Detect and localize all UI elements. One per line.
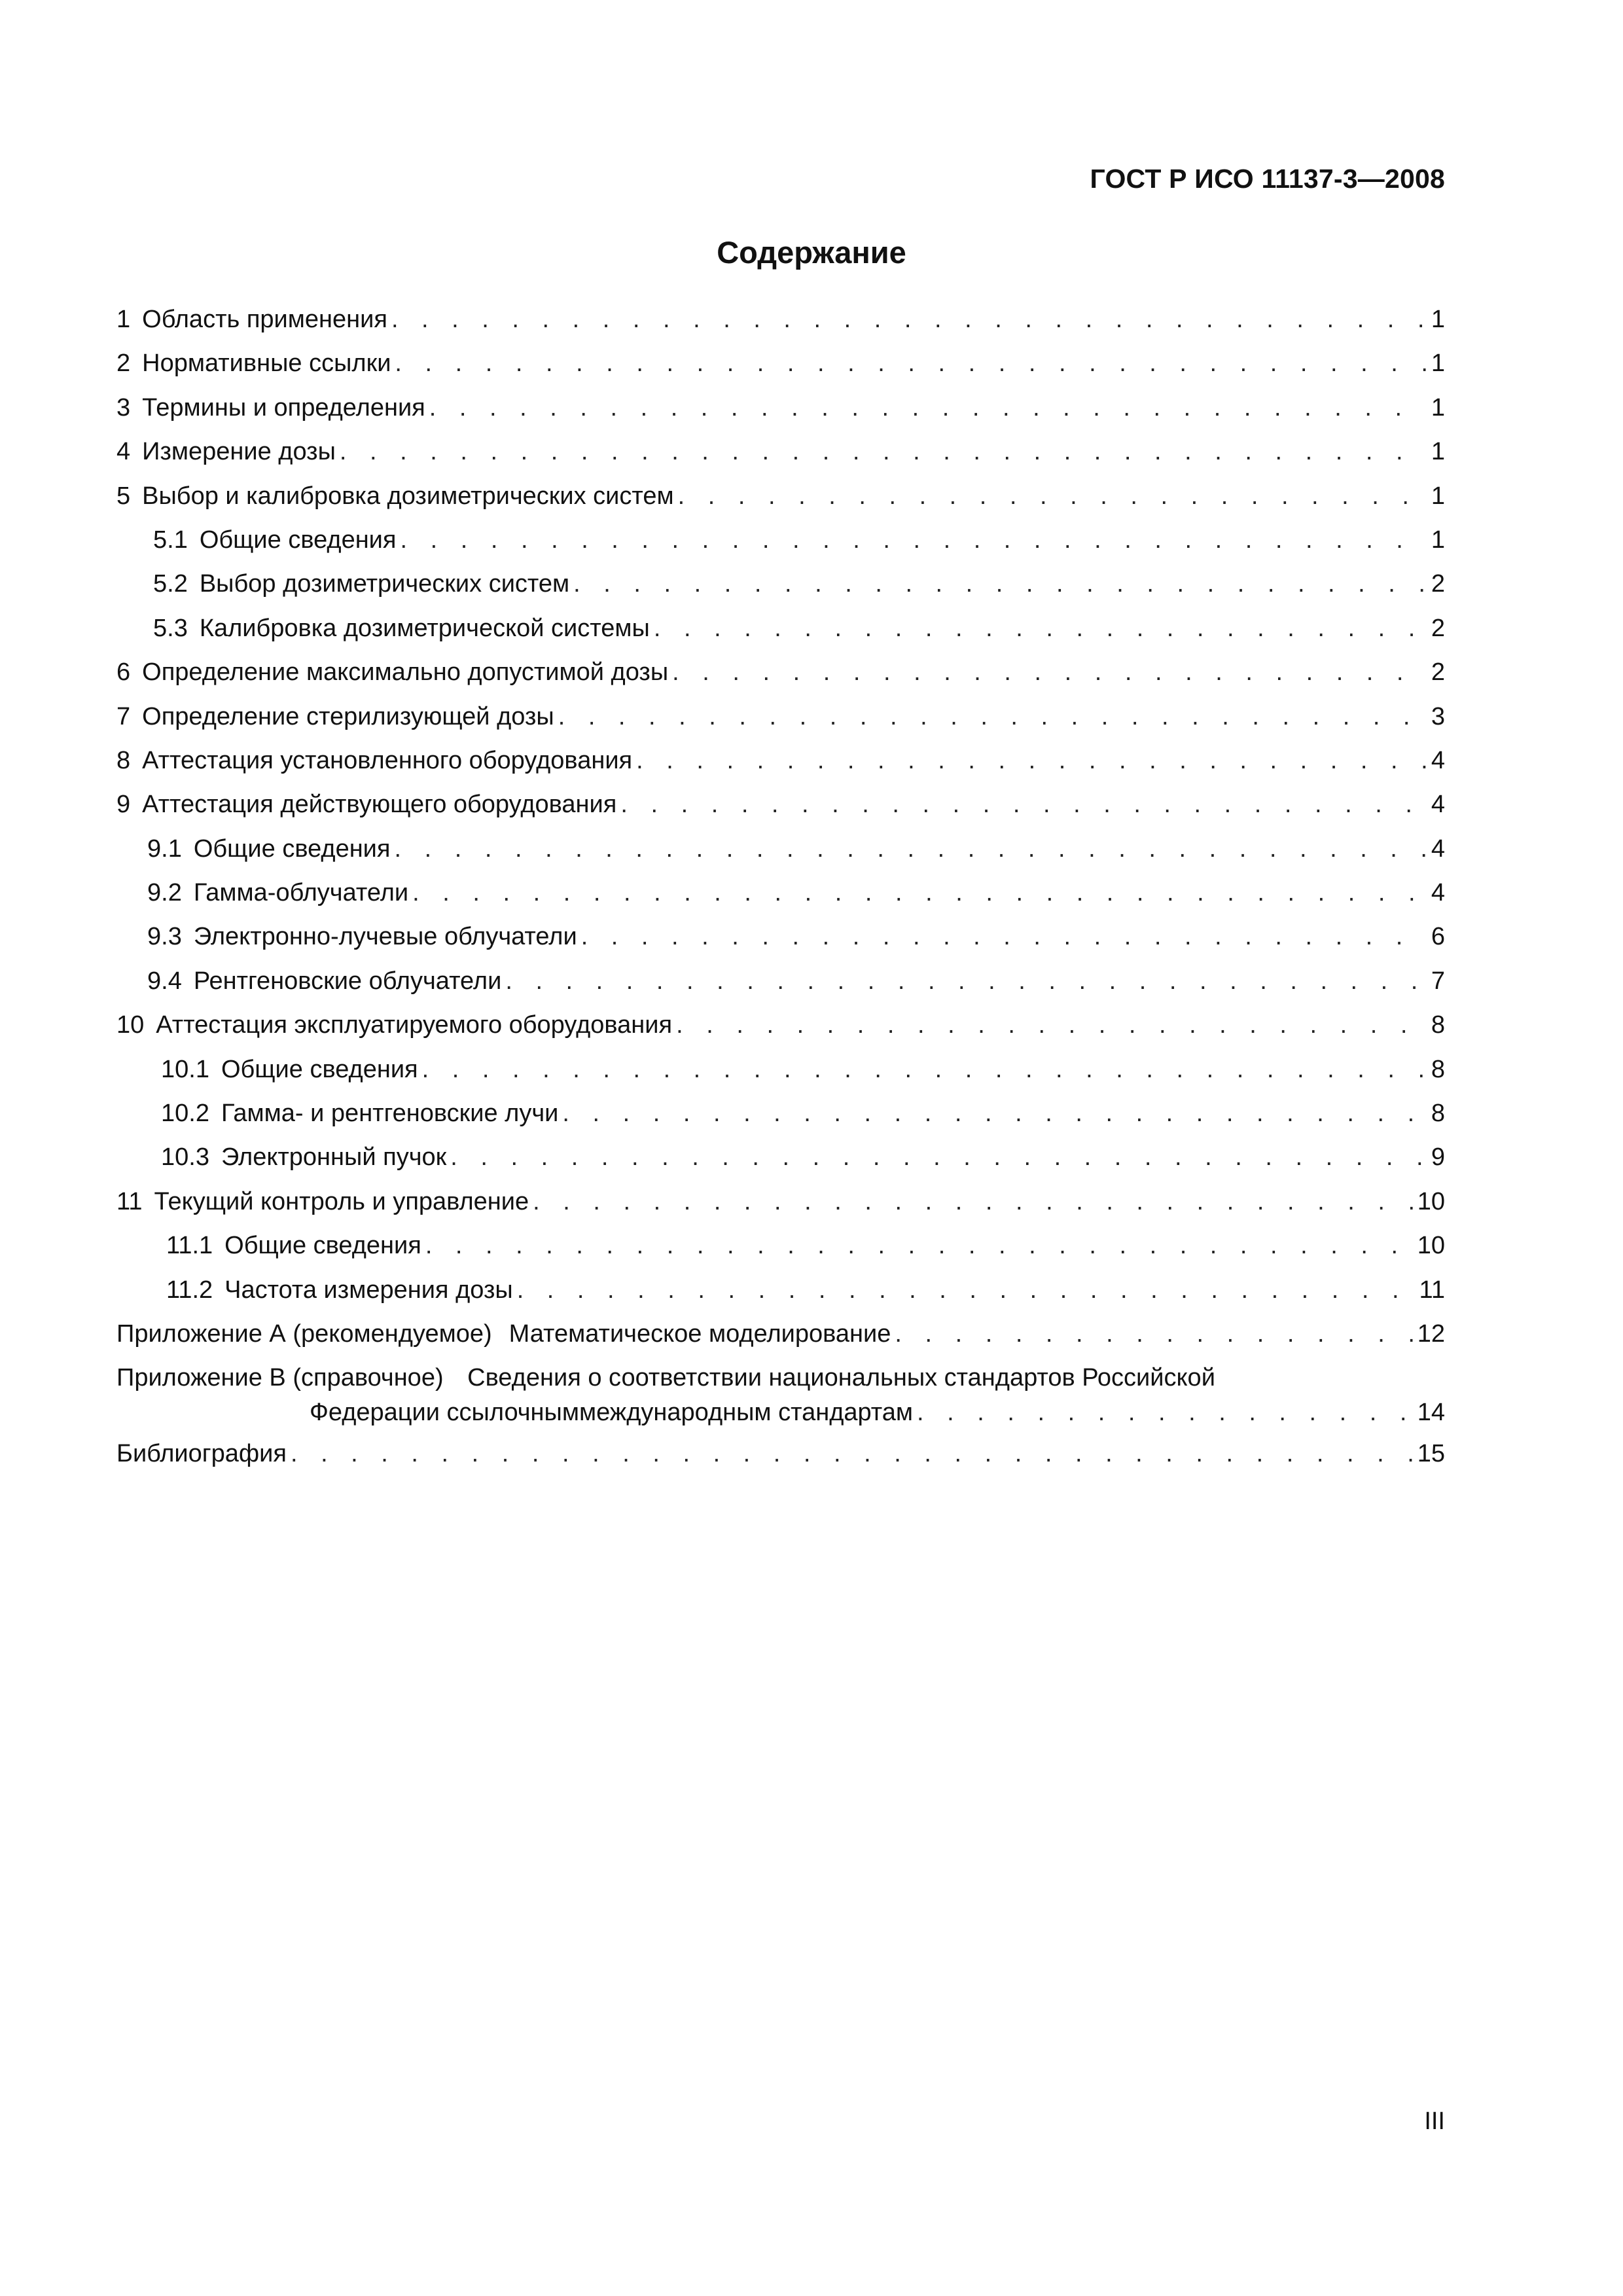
toc-title: Общие сведения (199, 526, 397, 554)
toc-number: 4 (116, 438, 131, 466)
toc-page: 2 (1431, 570, 1445, 598)
toc-page: 12 (1417, 1319, 1445, 1348)
toc-page: 11 (1419, 1276, 1445, 1304)
dot-leader (558, 695, 1427, 739)
toc-title: Общие сведения (224, 1232, 421, 1260)
toc-page: 10 (1417, 1187, 1445, 1215)
toc-title: Электронно-лучевые облучатели (193, 923, 577, 951)
toc-page: 9 (1431, 1143, 1445, 1172)
toc-title: Математическое моделирование (508, 1319, 891, 1348)
toc-title: Общие сведения (221, 1055, 418, 1083)
dot-leader (505, 960, 1427, 1003)
toc-title: Определение максимально допустимой дозы (142, 658, 669, 687)
toc-number: 5.3 (153, 614, 188, 642)
toc-entry-9-2[interactable] (116, 871, 1445, 915)
dot-leader (401, 518, 1427, 562)
dot-leader (422, 1048, 1427, 1092)
toc-entry-9-1[interactable] (116, 827, 1445, 871)
toc-title: Нормативные ссылки (142, 350, 391, 378)
toc-number: 6 (116, 658, 131, 687)
toc-entry-annex-b[interactable] (116, 1356, 1445, 1393)
toc-title: Термины и определения (142, 393, 425, 422)
toc-entry-5-1[interactable] (116, 518, 1445, 562)
toc-title: Аттестация эксплуатируемого оборудования (156, 1011, 673, 1039)
toc-number: 5 (116, 482, 131, 510)
toc-title: Общие сведения (193, 834, 391, 863)
dot-leader (450, 1136, 1427, 1179)
toc-page: 8 (1431, 1011, 1445, 1039)
dot-leader (533, 1180, 1414, 1224)
toc-number: 9 (116, 791, 131, 819)
toc-page: 8 (1431, 1055, 1445, 1083)
toc-title: Сведения о соответствии национальных стандартов Российской (467, 1364, 1215, 1392)
dot-leader (517, 1268, 1416, 1312)
toc-page: 2 (1431, 614, 1445, 642)
dot-leader (895, 1312, 1413, 1356)
dot-leader (678, 475, 1427, 518)
toc-page: 3 (1431, 702, 1445, 730)
toc-title: Выбор дозиметрических систем (199, 570, 570, 598)
dot-leader (676, 1003, 1427, 1047)
dot-leader (340, 430, 1427, 474)
dot-leader (425, 1224, 1414, 1268)
toc-page: 4 (1431, 791, 1445, 819)
toc-page: 1 (1431, 350, 1445, 378)
toc-title: Библиография (116, 1440, 287, 1468)
toc-entry-8[interactable] (116, 739, 1445, 783)
toc-number: 10.3 (161, 1143, 209, 1172)
toc-page: 2 (1431, 658, 1445, 687)
dot-leader (581, 915, 1427, 959)
toc-page: 6 (1431, 923, 1445, 951)
toc-number: 9.3 (147, 923, 182, 951)
toc-entry-10[interactable] (116, 1003, 1445, 1047)
toc-number: 5.1 (153, 526, 188, 554)
toc-title: Частота измерения дозы (224, 1276, 513, 1304)
dot-leader (291, 1432, 1414, 1476)
dot-leader (391, 298, 1427, 342)
toc-entry-4[interactable] (116, 430, 1445, 474)
page-title: Содержание (717, 235, 906, 270)
toc-entry-5-2[interactable] (116, 562, 1445, 606)
toc-number: 10.1 (161, 1055, 209, 1083)
toc-entry-11-1[interactable] (116, 1224, 1445, 1268)
toc-number: 9.2 (147, 879, 182, 907)
annex-label: Приложение В (справочное) (116, 1364, 444, 1392)
footer-page-number: III (1424, 2108, 1445, 2135)
toc-entry-1[interactable] (116, 298, 1445, 342)
toc-title-continued: Федерации ссылочныммеждународным стандартам (310, 1399, 914, 1427)
toc-page: 10 (1417, 1232, 1445, 1260)
toc-number: 11 (116, 1187, 143, 1215)
toc-title: Рентгеновские облучатели (193, 967, 502, 995)
toc-entry-bibliography[interactable] (116, 1432, 1445, 1476)
toc-entry-9-4[interactable] (116, 960, 1445, 1003)
dot-leader (573, 562, 1427, 606)
toc-title: Калибровка дозиметрической системы (199, 614, 650, 642)
toc-number: 1 (116, 306, 131, 333)
toc-title: Аттестация установленного оборудования (142, 746, 633, 774)
toc-number: 3 (116, 393, 131, 422)
toc-title: Гамма-облучатели (193, 879, 409, 907)
toc-title: Определение стерилизующей дозы (142, 702, 554, 730)
toc-page: 4 (1431, 834, 1445, 863)
dot-leader (620, 783, 1427, 827)
toc-page: 1 (1431, 438, 1445, 466)
toc-page: 15 (1417, 1440, 1445, 1468)
dot-leader (562, 1092, 1427, 1136)
dot-leader (917, 1393, 1414, 1432)
toc-entry-annex-b-continued[interactable] (116, 1393, 1445, 1432)
toc-number: 11.2 (166, 1276, 213, 1304)
toc-title: Выбор и калибровка дозиметрических систем (142, 482, 674, 510)
toc-entry-6[interactable] (116, 651, 1445, 694)
toc-number: 5.2 (153, 570, 188, 598)
toc-number: 7 (116, 702, 131, 730)
toc-number: 9.4 (147, 967, 182, 995)
toc-entry-11-2[interactable] (116, 1268, 1445, 1312)
toc-number: 2 (116, 350, 131, 378)
toc-title: Область применения (142, 306, 387, 333)
toc-number: 10 (116, 1011, 145, 1039)
toc-page: 8 (1431, 1100, 1445, 1128)
toc-entry-9-3[interactable] (116, 915, 1445, 959)
dot-leader (654, 607, 1427, 651)
toc-number: 8 (116, 746, 131, 774)
toc-number: 11.1 (166, 1232, 213, 1260)
toc-entry-5-3[interactable] (116, 607, 1445, 651)
toc-entry-5[interactable] (116, 475, 1445, 518)
toc-page: 1 (1431, 306, 1445, 333)
table-of-contents (116, 298, 1445, 1477)
toc-page: 14 (1417, 1399, 1445, 1427)
toc-entry-3[interactable] (116, 386, 1445, 430)
document-code: ГОСТ Р ИСО 11137-3—2008 (1090, 164, 1445, 194)
toc-title: Аттестация действующего оборудования (142, 791, 617, 819)
dot-leader (412, 871, 1427, 915)
toc-title: Электронный пучок (221, 1143, 447, 1172)
toc-entry-9[interactable] (116, 783, 1445, 827)
dot-leader (395, 827, 1427, 871)
dot-leader (672, 651, 1427, 694)
toc-entry-10-2[interactable] (116, 1092, 1445, 1136)
annex-label: Приложение А (рекомендуемое) (116, 1319, 492, 1348)
dot-leader (429, 386, 1427, 430)
toc-page: 4 (1431, 746, 1445, 774)
toc-page: 7 (1431, 967, 1445, 995)
toc-page: 1 (1431, 526, 1445, 554)
toc-page: 1 (1431, 393, 1445, 422)
toc-page: 1 (1431, 482, 1445, 510)
dot-leader (395, 342, 1427, 386)
toc-title: Гамма- и рентгеновские лучи (221, 1100, 559, 1128)
toc-entry-11[interactable] (116, 1180, 1445, 1224)
toc-title: Текущий контроль и управление (154, 1187, 529, 1215)
toc-number: 9.1 (147, 834, 182, 863)
toc-number: 10.2 (161, 1100, 209, 1128)
toc-entry-7[interactable] (116, 695, 1445, 739)
toc-title: Измерение дозы (142, 438, 336, 466)
toc-page: 4 (1431, 879, 1445, 907)
toc-entry-annex-a[interactable] (116, 1312, 1445, 1356)
dot-leader (636, 739, 1427, 783)
toc-entry-10-3[interactable] (116, 1136, 1445, 1179)
toc-entry-2[interactable] (116, 342, 1445, 386)
toc-entry-10-1[interactable] (116, 1048, 1445, 1092)
